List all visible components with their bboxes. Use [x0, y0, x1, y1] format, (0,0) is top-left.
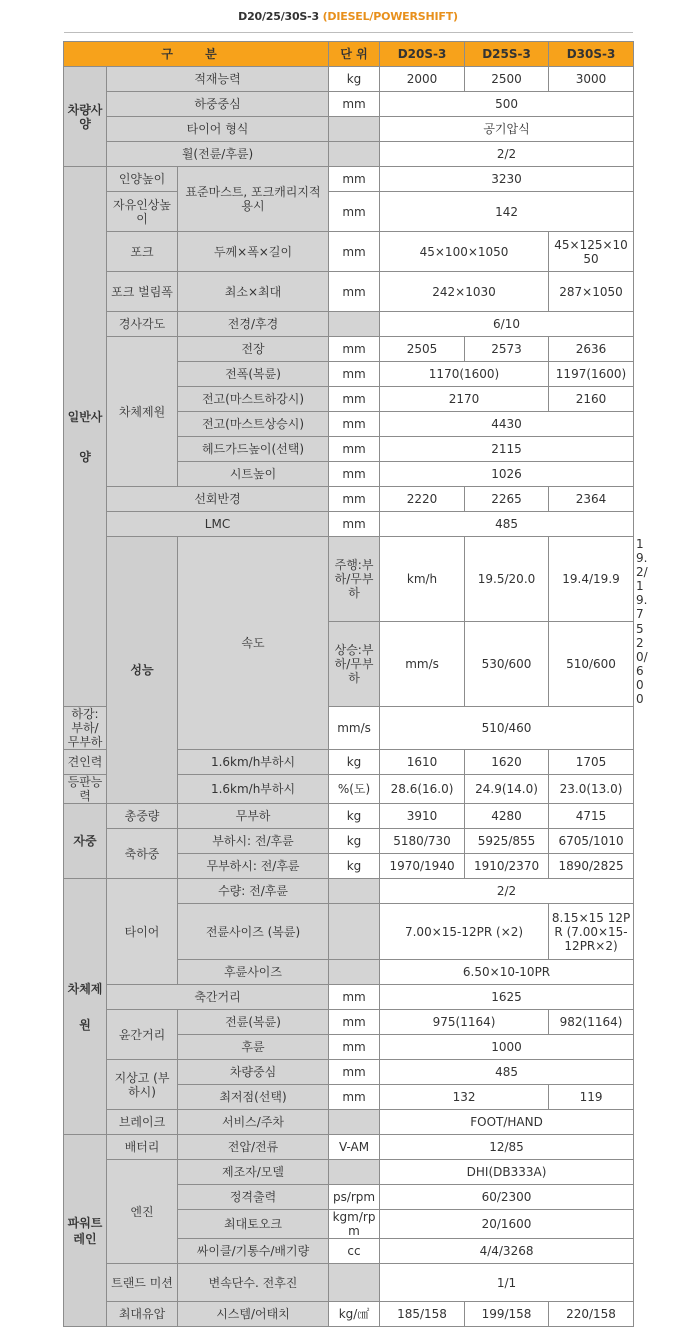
row-value: 2265 — [465, 487, 549, 512]
row-unit: mm — [329, 362, 380, 387]
page-title — [0, 10, 696, 23]
row-value: 975(1164) — [380, 1010, 549, 1035]
row-value: 60/2300 — [380, 1185, 634, 1210]
table-row — [64, 1060, 634, 1085]
row-unit-empty — [329, 879, 380, 904]
row-value: 2573 — [465, 337, 549, 362]
row-label: 무부하시: 전/후륜 — [178, 854, 329, 879]
header-unit: 단 위 — [329, 42, 380, 67]
row-value: 510/460 — [380, 707, 634, 750]
row-unit-empty — [329, 1264, 380, 1302]
row-value: 242×1030 — [380, 272, 549, 312]
row-value: 3910 — [380, 804, 465, 829]
row-value: 3000 — [549, 67, 634, 92]
row-value: 4715 — [549, 804, 634, 829]
row-label: 적재능력 — [107, 67, 329, 92]
row-label: 수량: 전/후륜 — [178, 879, 329, 904]
row-value: 6705/1010 — [549, 829, 634, 854]
table-row — [64, 337, 634, 362]
row-value: 4280 — [465, 804, 549, 829]
table-row — [64, 985, 634, 1010]
row-value: 220/158 — [549, 1302, 634, 1327]
table-row: 상승:부하/무부하 mm/s 530/600 510/600 520/600 — [64, 622, 634, 707]
row-sublabel: 시스템/어태치 — [178, 1302, 329, 1327]
row-value: 142 — [380, 192, 634, 232]
row-sublabel: 두께×폭×길이 — [178, 232, 329, 272]
header-model-1: D20S-3 — [380, 42, 465, 67]
table-row — [64, 1110, 634, 1135]
title-divider — [64, 32, 633, 33]
row-value: 19.4/19.9 — [549, 537, 634, 622]
row-value: 2/2 — [380, 142, 634, 167]
row-value: 500 — [380, 92, 634, 117]
row-label: 인양높이 — [107, 167, 178, 192]
table-row — [64, 67, 634, 92]
row-value: 8.15×15 12PR (7.00×15-12PR×2) — [549, 904, 634, 960]
table-row — [64, 232, 634, 272]
row-label: 전장 — [178, 337, 329, 362]
row-unit-empty — [329, 960, 380, 985]
table-row: 성능 속도 주행:부하/무부하 km/h 19.5/20.0 19.4/19.9 19.2/19.7 — [64, 537, 634, 622]
row-value: 45×100×1050 — [380, 232, 549, 272]
row-value: 2170 — [380, 387, 549, 412]
row-unit-empty — [329, 142, 380, 167]
row-value: 23.0(13.0) — [549, 775, 634, 804]
row-sublabel: 전경/후경 — [178, 312, 329, 337]
row-sublabel: 서비스/주차 — [178, 1110, 329, 1135]
row-value: 287×1050 — [549, 272, 634, 312]
row-label: 주행:부하/무부하 — [329, 537, 380, 622]
row-value: 28.6(16.0) — [380, 775, 465, 804]
row-value: 1000 — [380, 1035, 634, 1060]
row-label: 휠(전륜/후륜) — [107, 142, 329, 167]
title-subtitle: (DIESEL/POWERSHIFT) — [322, 10, 458, 23]
group-label-axle: 축하중 — [107, 829, 178, 879]
row-value: 1197(1600) — [549, 362, 634, 387]
row-value: 199/158 — [465, 1302, 549, 1327]
row-label: 시트높이 — [178, 462, 329, 487]
row-unit: mm — [329, 1085, 380, 1110]
row-value: 1970/1940 — [380, 854, 465, 879]
table-row — [64, 829, 634, 854]
category-performance: 성능 — [107, 537, 178, 804]
row-unit: mm — [329, 387, 380, 412]
table-row — [64, 312, 634, 337]
row-label: 부하시: 전/후륜 — [178, 829, 329, 854]
table-row — [64, 1264, 634, 1302]
row-unit: mm — [329, 192, 380, 232]
header-row — [64, 42, 634, 67]
row-value: 3230 — [380, 167, 634, 192]
group-label-engine: 엔진 — [107, 1160, 178, 1264]
group-label-body: 차체제원 — [107, 337, 178, 487]
row-sublabel: 1.6km/h부하시 — [178, 750, 329, 775]
row-value: 530/600 — [465, 622, 549, 707]
row-value: 119 — [549, 1085, 634, 1110]
table-row — [64, 92, 634, 117]
row-label: 견인력 — [64, 750, 107, 775]
row-value: 2160 — [549, 387, 634, 412]
row-value: 1170(1600) — [380, 362, 549, 387]
row-sublabel: 표준마스트, 포크캐리지적용시 — [178, 167, 329, 232]
row-value: 12/85 — [380, 1135, 634, 1160]
row-value: 공기압식 — [380, 117, 634, 142]
row-label: 포크 벌림폭 — [107, 272, 178, 312]
category-weight: 자중 — [64, 804, 107, 879]
row-label: 싸이클/기통수/배기량 — [178, 1239, 329, 1264]
row-value: 1026 — [380, 462, 634, 487]
row-unit: mm — [329, 462, 380, 487]
row-unit: mm — [329, 1035, 380, 1060]
row-value: 132 — [380, 1085, 549, 1110]
category-vehicle: 차량사양 — [64, 67, 107, 167]
row-value: 1/1 — [380, 1264, 634, 1302]
table-row — [64, 879, 634, 904]
table-row — [64, 272, 634, 312]
row-label: 전륜(복륜) — [178, 1010, 329, 1035]
spec-table — [63, 41, 648, 1327]
category-chassis: 차체제원 — [64, 879, 107, 1135]
row-label: 최대유압 — [107, 1302, 178, 1327]
row-value: 1705 — [549, 750, 634, 775]
group-label-tread: 윤간거리 — [107, 1010, 178, 1060]
header-section: 구 분 — [64, 42, 329, 67]
table-row — [64, 192, 634, 232]
row-value: 7.00×15-12PR (×2) — [380, 904, 549, 960]
row-value: 1620 — [465, 750, 549, 775]
row-label: 전륜사이즈 (복륜) — [178, 904, 329, 960]
row-unit: mm — [329, 437, 380, 462]
row-label: 타이어 형식 — [107, 117, 329, 142]
row-label: 차량중심 — [178, 1060, 329, 1085]
row-sublabel: 최소×최대 — [178, 272, 329, 312]
row-label: 상승:부하/무부하 — [329, 622, 380, 707]
row-unit: kgm/rpm — [329, 1210, 380, 1239]
row-label: LMC — [107, 512, 329, 537]
row-unit-empty — [329, 904, 380, 960]
row-value: 4/4/3268 — [380, 1239, 634, 1264]
row-unit-empty — [329, 1110, 380, 1135]
row-value: 2505 — [380, 337, 465, 362]
row-label: 트랜드 미션 — [107, 1264, 178, 1302]
row-sublabel: 1.6km/h부하시 — [178, 775, 329, 804]
row-value: 24.9(14.0) — [465, 775, 549, 804]
row-value: 982(1164) — [549, 1010, 634, 1035]
row-label: 선회반경 — [107, 487, 329, 512]
row-label: 제조자/모델 — [178, 1160, 329, 1185]
group-label-speed: 속도 — [178, 537, 329, 750]
row-value: 6.50×10-10PR — [380, 960, 634, 985]
row-label: 후륜사이즈 — [178, 960, 329, 985]
row-label: 축간거리 — [107, 985, 329, 1010]
row-unit: km/h — [380, 537, 465, 622]
row-value: DHI(DB333A) — [380, 1160, 634, 1185]
row-label: 등판능력 — [64, 775, 107, 804]
row-label: 정격출력 — [178, 1185, 329, 1210]
row-unit: kg — [329, 750, 380, 775]
table-row — [64, 142, 634, 167]
row-value: 2500 — [465, 67, 549, 92]
row-unit: V-AM — [329, 1135, 380, 1160]
row-label: 자유인상높이 — [107, 192, 178, 232]
row-unit: mm — [329, 337, 380, 362]
row-value: 1910/2370 — [465, 854, 549, 879]
row-value: 510/600 — [549, 622, 634, 707]
row-value: FOOT/HAND — [380, 1110, 634, 1135]
row-unit: mm — [329, 167, 380, 192]
row-value: 2/2 — [380, 879, 634, 904]
row-unit: mm/s — [329, 707, 380, 750]
row-value: 6/10 — [380, 312, 634, 337]
row-sublabel: 무부하 — [178, 804, 329, 829]
category-general: 일반사양 — [64, 167, 107, 707]
row-unit: mm — [329, 985, 380, 1010]
row-value: 485 — [380, 512, 634, 537]
table-row — [64, 1010, 634, 1035]
row-value: 2636 — [549, 337, 634, 362]
table-row — [64, 487, 634, 512]
row-value: 4430 — [380, 412, 634, 437]
row-value: 20/1600 — [380, 1210, 634, 1239]
row-value: 2000 — [380, 67, 465, 92]
row-unit: kg — [329, 854, 380, 879]
row-label: 브레이크 — [107, 1110, 178, 1135]
table-row — [64, 1160, 634, 1185]
row-unit: kg — [329, 829, 380, 854]
row-value: 1890/2825 — [549, 854, 634, 879]
header-model-2: D25S-3 — [465, 42, 549, 67]
row-unit: mm — [329, 92, 380, 117]
table-row — [64, 1135, 634, 1160]
row-value: 2220 — [380, 487, 465, 512]
row-label: 최저점(선택) — [178, 1085, 329, 1110]
group-label-clearance: 지상고 (부하시) — [107, 1060, 178, 1110]
row-label: 하중중심 — [107, 92, 329, 117]
row-unit: cc — [329, 1239, 380, 1264]
row-label: 총중량 — [107, 804, 178, 829]
row-sublabel: 전압/전류 — [178, 1135, 329, 1160]
row-unit-empty — [329, 312, 380, 337]
table-row — [64, 512, 634, 537]
row-sublabel: 변속단수. 전후진 — [178, 1264, 329, 1302]
row-unit: mm — [329, 487, 380, 512]
row-value: 45×125×1050 — [549, 232, 634, 272]
row-label: 배터리 — [107, 1135, 178, 1160]
row-unit: mm — [329, 412, 380, 437]
row-unit: ps/rpm — [329, 1185, 380, 1210]
row-unit: kg — [329, 67, 380, 92]
row-label: 전고(마스트하강시) — [178, 387, 329, 412]
table-row — [64, 167, 634, 192]
row-label: 하강:부하/무부하 — [64, 707, 107, 750]
row-value: 1625 — [380, 985, 634, 1010]
table-row — [64, 117, 634, 142]
row-unit: mm — [329, 1010, 380, 1035]
table-row — [64, 1302, 634, 1327]
row-label: 최대토오크 — [178, 1210, 329, 1239]
row-label: 전폭(복륜) — [178, 362, 329, 387]
row-label: 후륜 — [178, 1035, 329, 1060]
row-unit: kg — [329, 804, 380, 829]
table-row — [64, 804, 634, 829]
row-value: 1610 — [380, 750, 465, 775]
row-value: 185/158 — [380, 1302, 465, 1327]
title-model: D20/25/30S-3 — [238, 10, 323, 23]
row-unit: mm — [329, 272, 380, 312]
row-unit: mm — [329, 232, 380, 272]
row-unit-empty — [329, 117, 380, 142]
row-value: 2115 — [380, 437, 634, 462]
row-value: 2364 — [549, 487, 634, 512]
row-unit: kg/㎠ — [329, 1302, 380, 1327]
row-unit: mm — [329, 1060, 380, 1085]
row-value: 485 — [380, 1060, 634, 1085]
row-value: 19.5/20.0 — [465, 537, 549, 622]
row-label: 포크 — [107, 232, 178, 272]
row-label: 헤드가드높이(선택) — [178, 437, 329, 462]
row-unit: mm/s — [380, 622, 465, 707]
category-powertrain: 파워트레인 — [64, 1135, 107, 1327]
row-label: 전고(마스트상승시) — [178, 412, 329, 437]
row-unit-empty — [329, 1160, 380, 1185]
row-value: 5925/855 — [465, 829, 549, 854]
row-unit: %(도) — [329, 775, 380, 804]
group-label-tire: 타이어 — [107, 879, 178, 985]
row-label: 경사각도 — [107, 312, 178, 337]
row-unit: mm — [329, 512, 380, 537]
row-value: 5180/730 — [380, 829, 465, 854]
header-model-3: D30S-3 — [549, 42, 634, 67]
